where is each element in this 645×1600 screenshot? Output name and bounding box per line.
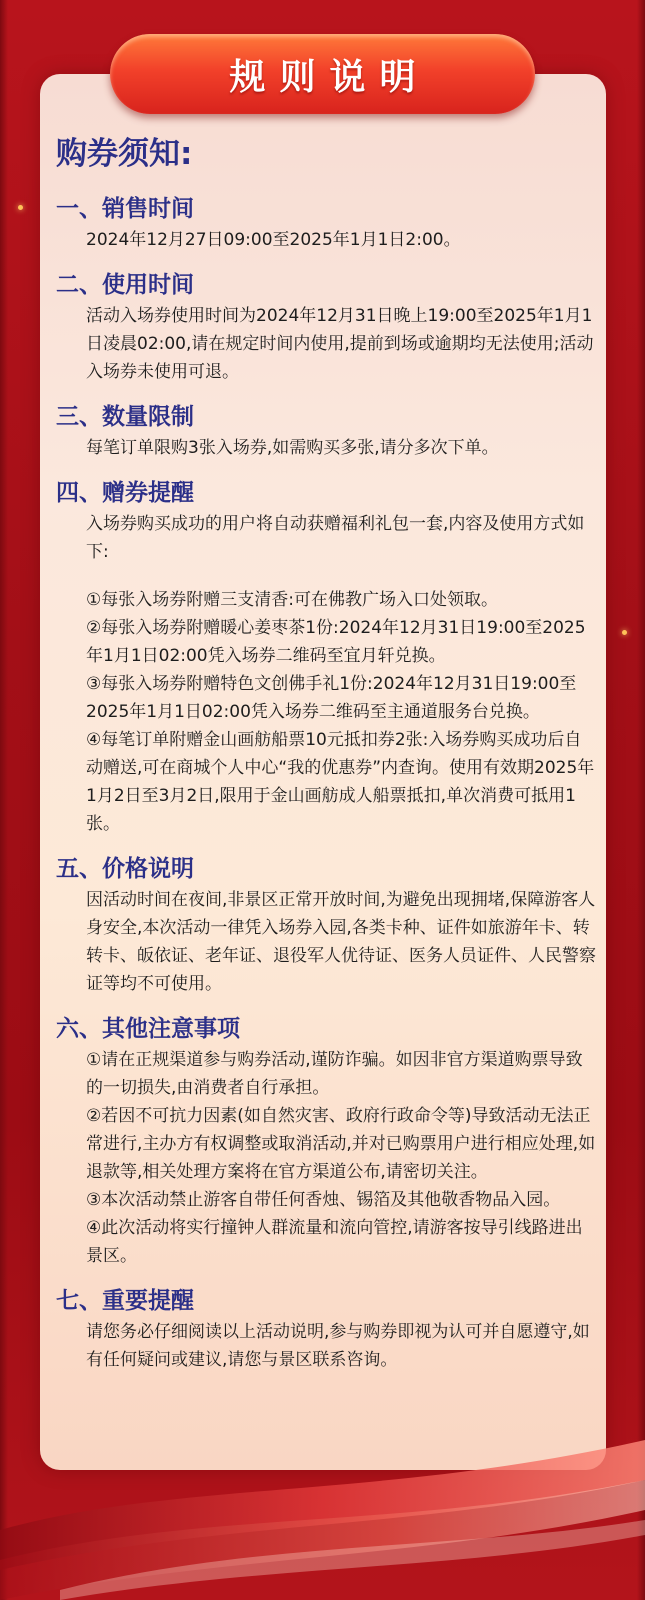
section-title: 二、使用时间 [56,272,194,298]
section-quantity-limit [56,400,596,462]
decorative-red-swoosh [0,1440,645,1600]
purchase-notice-heading: 购券须知: [56,136,193,172]
sparkle-dot-left [18,205,23,210]
section-title: 三、数量限制 [56,404,194,430]
note-item: ②若因不可抗力因素(如自然灾害、政府行政命令等)导致活动无法正常进行,主办方有权调整或取消活动,并对已购票用户进行相应处理,如退款等,相关处理方案将在官方渠道公布,请密切关注。 [86,1106,596,1182]
section-title: 五、价格说明 [56,856,194,882]
banner-title: 规则说明 [229,56,430,98]
title-banner [110,34,535,114]
section-usage-time [56,268,596,386]
section-title: 四、赠券提醒 [56,480,194,506]
section-title: 一、销售时间 [56,196,194,222]
left-frame-edge [0,0,8,1600]
spacer [56,566,596,586]
gift-item: ④每笔订单附赠金山画舫船票10元抵扣券2张:入场券购买成功后自动赠送,可在商城个人中心“我的优惠券”内查询。使用有效期2025年1月2日至3月2日,限用于金山画舫成人船票抵扣,单次消费可抵用1张。 [86,730,595,834]
rules-content [56,128,596,1388]
sparkle-dot-right [622,630,627,635]
section-important-reminder [56,1284,596,1374]
gift-item: ①每张入场券附赠三支清香:可在佛教广场入口处领取。 [86,590,498,610]
section-text: 请您务必仔细阅读以上活动说明,参与购券即视为认可并自愿遵守,如有任何疑问或建议,请您与景区联系咨询。 [86,1322,590,1370]
section-text: 活动入场券使用时间为2024年12月31日晚上19:00至2025年1月1日凌晨02:00,请在规定时间内使用,提前到场或逾期均无法使用;活动入场券未使用可退。 [86,306,594,382]
gift-item: ③每张入场券附赠特色文创佛手礼1份:2024年12月31日19:00至2025年1月1日02:00凭入场券二维码至主通道服务台兑换。 [86,674,577,722]
section-sales-time [56,192,596,254]
right-frame-edge [637,0,645,1600]
section-title: 七、重要提醒 [56,1288,194,1314]
note-item: ④此次活动将实行撞钟人群流量和流向管控,请游客按导引线路进出景区。 [86,1218,583,1266]
section-text: 2024年12月27日09:00至2025年1月1日2:00。 [86,230,461,250]
section-text: 因活动时间在夜间,非景区正常开放时间,为避免出现拥堵,保障游客人身安全,本次活动一律凭入场券入园,各类卡种、证件如旅游年卡、转转卡、皈依证、老年证、退役军人优待证、医务人员证件、人民警察证等均不可使用。 [86,890,596,994]
section-gift-reminder [56,476,596,838]
note-item: ③本次活动禁止游客自带任何香烛、锡箔及其他敬香物品入园。 [86,1190,561,1210]
section-other-notes [56,1012,596,1270]
section-text: 每笔订单限购3张入场券,如需购买多张,请分多次下单。 [86,438,499,458]
note-item: ①请在正规渠道参与购券活动,谨防诈骗。如因非官方渠道购票导致的一切损失,由消费者自行承担。 [86,1050,583,1098]
section-price-notes [56,852,596,998]
gift-item: ②每张入场券附赠暖心姜枣茶1份:2024年12月31日19:00至2025年1月1日02:00凭入场券二维码至宜月轩兑换。 [86,618,586,666]
section-title: 六、其他注意事项 [56,1016,240,1042]
section-intro: 入场券购买成功的用户将自动获赠福利礼包一套,内容及使用方式如下: [86,514,585,562]
